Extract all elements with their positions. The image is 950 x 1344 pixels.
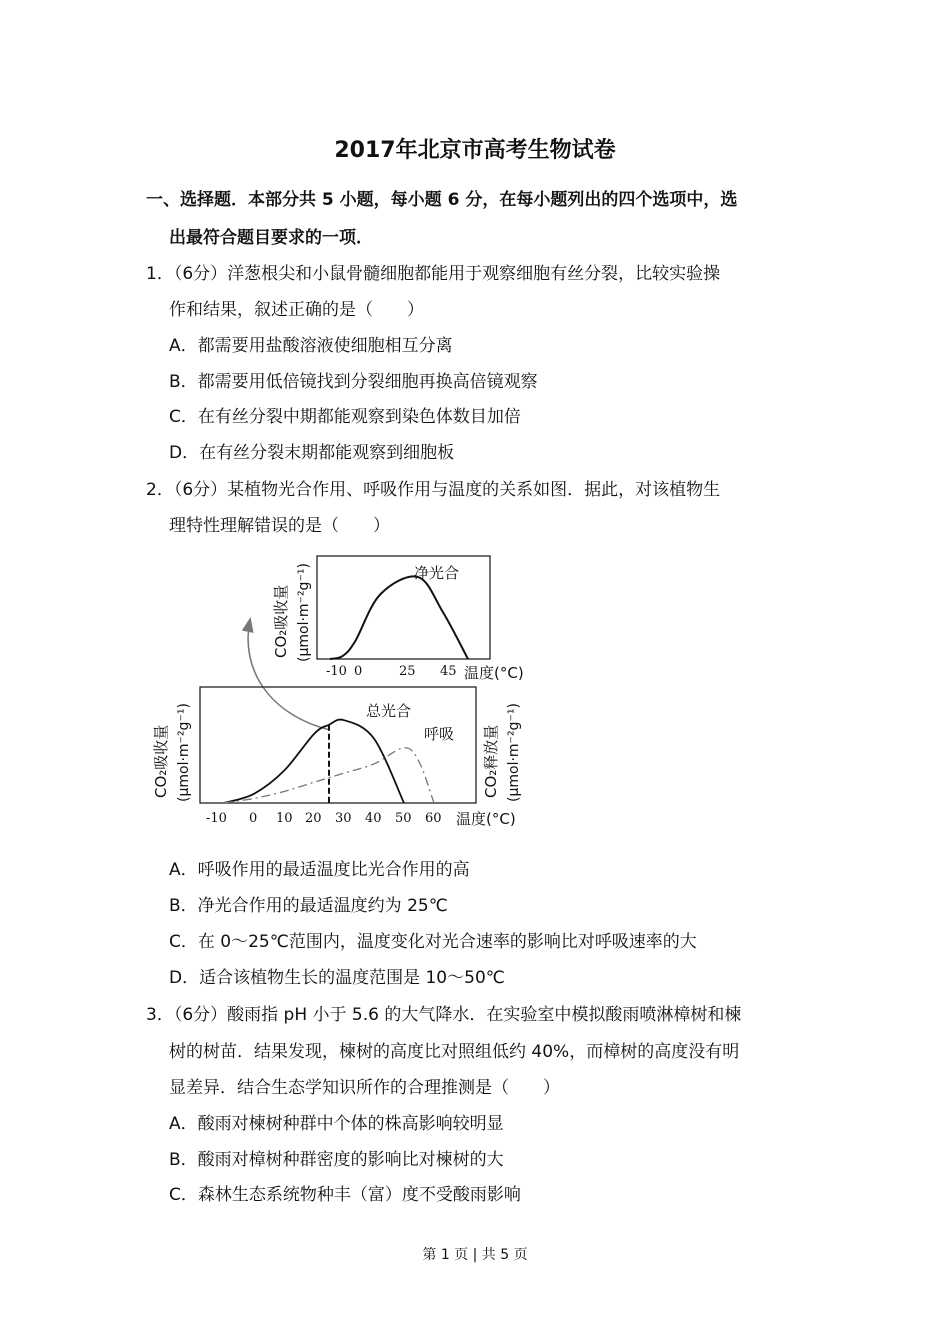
page-footer: 第 1 页 | 共 5 页: [422, 1247, 528, 1263]
q2-option-a: A．呼吸作用的最适温度比光合作用的高: [169, 860, 470, 880]
q2-stem-cont: 理特性理解错误的是（ ）: [169, 516, 390, 536]
q3-option-c: C．森林生态系统物种丰（富）度不受酸雨影响: [169, 1185, 521, 1205]
upper-x-axis-label: 温度(°C): [464, 664, 524, 682]
q2-figure: [140, 550, 560, 840]
q2-option-c: C．在 0～25℃范围内，温度变化对光合速率的影响比对呼吸速率的大: [169, 932, 697, 952]
q2-stem: 2．（6分）某植物光合作用、呼吸作用与温度的关系如图．据此，对该植物生: [146, 480, 721, 500]
q1-option-c: C．在有丝分裂中期都能观察到染色体数目加倍: [169, 407, 521, 427]
q1-option-d: D．在有丝分裂末期都能观察到细胞板: [169, 443, 455, 463]
lower-tick: 60: [425, 811, 442, 826]
gross-photosynthesis-curve: [224, 720, 404, 803]
lower-tick: 0: [249, 811, 258, 826]
upper-series-label: 净光合: [414, 564, 460, 582]
upper-tick: 25: [399, 664, 416, 679]
upper-tick: -10: [326, 664, 347, 679]
q1-option-a: A．都需要用盐酸溶液使细胞相互分离: [169, 336, 453, 356]
lower-right-y-label: CO₂释放量: [482, 724, 500, 798]
lower-chart-frame: [200, 687, 476, 803]
q2-option-d: D．适合该植物生长的温度范围是 10～50℃: [169, 968, 505, 988]
lower-x-axis-label: 温度(°C): [456, 810, 516, 828]
q1-option-b: B．都需要用低倍镜找到分裂细胞再换高倍镜观察: [169, 372, 538, 392]
lower-tick: 20: [305, 811, 322, 826]
section-heading-cont: 出最符合题目要求的一项．: [169, 228, 373, 248]
gross-series-label: 总光合: [366, 702, 412, 720]
upper-y-axis-unit: (μmol·m⁻²g⁻¹): [296, 563, 312, 662]
lower-left-y-unit: (μmol·m⁻²g⁻¹): [176, 703, 192, 802]
upper-chart-frame: [317, 556, 490, 659]
resp-series-label: 呼吸: [424, 725, 455, 743]
lower-tick: 10: [276, 811, 293, 826]
q3-option-b: B．酸雨对樟树种群密度的影响比对楝树的大: [169, 1150, 504, 1170]
q3-option-a: A．酸雨对楝树种群中个体的株高影响较明显: [169, 1114, 504, 1134]
lower-tick: -10: [206, 811, 227, 826]
page-title: 2017年北京市高考生物试卷: [334, 138, 616, 163]
lower-right-y-unit: (μmol·m⁻²g⁻¹): [506, 703, 522, 802]
lower-tick: 40: [365, 811, 382, 826]
q3-stem-cont: 树的树苗．结果发现，楝树的高度比对照组低约 40%，而樟树的高度没有明: [169, 1042, 740, 1062]
q1-stem: 1．（6分）洋葱根尖和小鼠骨髓细胞都能用于观察细胞有丝分裂，比较实验操: [146, 264, 721, 284]
lower-tick: 30: [335, 811, 352, 826]
section-heading: 一、选择题．本部分共 5 小题，每小题 6 分，在每小题列出的四个选项中，选: [146, 190, 738, 210]
lower-tick: 50: [395, 811, 412, 826]
upper-tick: 45: [440, 664, 457, 679]
upper-tick: 0: [354, 664, 363, 679]
q3-stem-cont2: 显差异．结合生态学知识所作的合理推测是（ ）: [169, 1078, 560, 1098]
net-photosynthesis-curve: [330, 576, 468, 659]
q1-stem-cont: 作和结果，叙述正确的是（ ）: [169, 300, 424, 320]
q2-option-b: B．净光合作用的最适温度约为 25℃: [169, 896, 448, 916]
q3-stem: 3．（6分）酸雨指 pH 小于 5.6 的大气降水．在实验室中模拟酸雨喷淋樟树和楝: [146, 1005, 742, 1025]
lower-left-y-label: CO₂吸收量: [152, 724, 170, 798]
upper-y-axis-label: CO₂吸收量: [272, 584, 290, 658]
